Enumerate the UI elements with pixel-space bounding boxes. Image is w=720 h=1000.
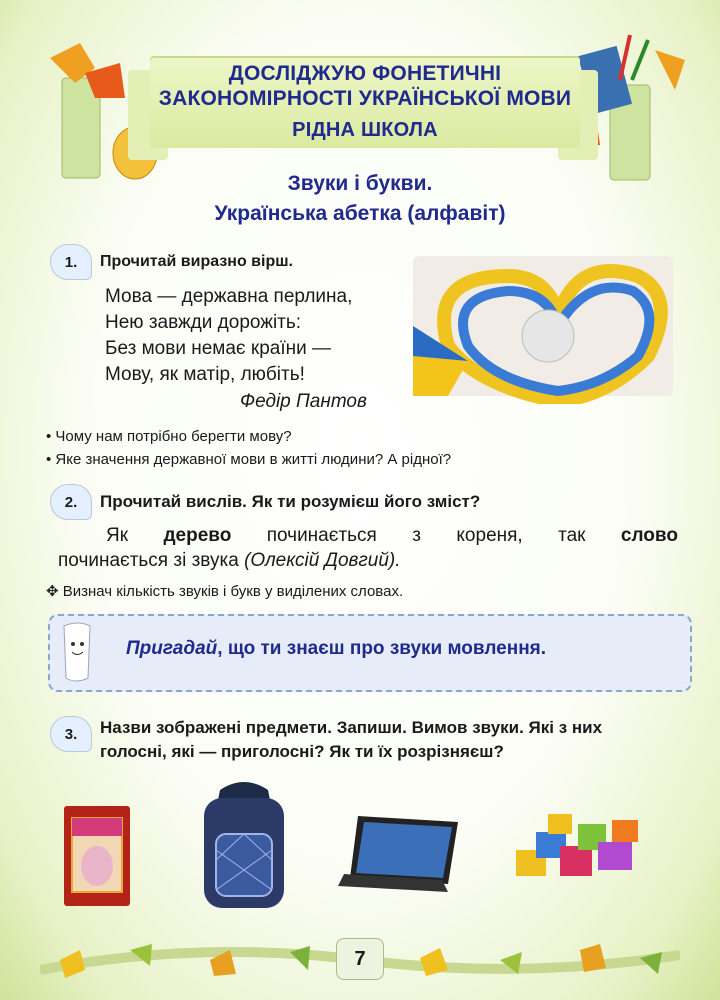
highlighted-word-slovo: слово: [620, 525, 678, 546]
quote-source: (Олексій Довгий).: [244, 550, 401, 571]
header-banner: [150, 56, 580, 148]
reminder-text: Пригадай, що ти знаєш про звуки мовлення.: [126, 638, 547, 659]
heart-language-illustration: [408, 236, 680, 404]
question-1: • Чому нам потрібно берегти мову?: [46, 428, 292, 445]
section-title-1: Звуки і букви.: [287, 172, 433, 195]
reminder-box: [48, 614, 692, 692]
section-title-2: Українська абетка (алфавіт): [214, 202, 506, 225]
task-1-instruction: Прочитай виразно вірш.: [100, 253, 293, 270]
poem: [105, 284, 352, 388]
question-2: • Яке значення державної мови в житті людини? А рідної?: [46, 451, 452, 468]
paper-character-icon: [58, 620, 98, 686]
pearl-icon: [522, 310, 574, 362]
highlighted-word-derevo: дерево: [163, 525, 232, 546]
poem-line: Нею завжди дорожіть:: [105, 312, 302, 333]
poem-line: Мова — державна перлина,: [105, 286, 353, 307]
poem-line: Без мови немає країни —: [105, 338, 331, 359]
diamond-bullet-icon: ✥: [46, 583, 59, 600]
task-1-badge: 1.: [50, 244, 92, 280]
tablet-illustration: [338, 812, 464, 894]
book-illustration: [62, 804, 134, 908]
poem-line: Мову, як матір, любіть!: [105, 364, 305, 385]
leaf-icon: [60, 950, 85, 978]
page-number: 7: [336, 938, 384, 980]
building-blocks-illustration: [512, 810, 644, 890]
quote-line-2: починається зі звука (Олексій Довгий).: [58, 550, 401, 571]
task-2-instruction: Прочитай вислів. Як ти розумієш його зміст?: [100, 492, 481, 511]
header-line-2: ЗАКОНОМІРНОСТІ УКРАЇНСЬКОЇ МОВИ: [158, 87, 572, 110]
task-3-badge: 3.: [50, 716, 92, 752]
poem-author: Федір Пантов: [240, 391, 367, 412]
backpack-illustration: [190, 780, 298, 916]
task-2-badge: 2.: [50, 484, 92, 520]
task-3-instruction: Назви зображені предмети. Запиши. Вимов звуки. Які з них голосні, які — приголосні? Як ти їх розрізняєш?: [100, 718, 603, 761]
quote-line-1: Як дерево починається з кореня, так слово: [58, 523, 678, 549]
task-2-subtask: ✥ Визнач кількість звуків і букв у виділених словах.: [46, 583, 404, 600]
header-line-1: ДОСЛІДЖУЮ ФОНЕТИЧНІ: [228, 62, 502, 85]
header-line-3: РІДНА ШКОЛА: [292, 119, 438, 141]
